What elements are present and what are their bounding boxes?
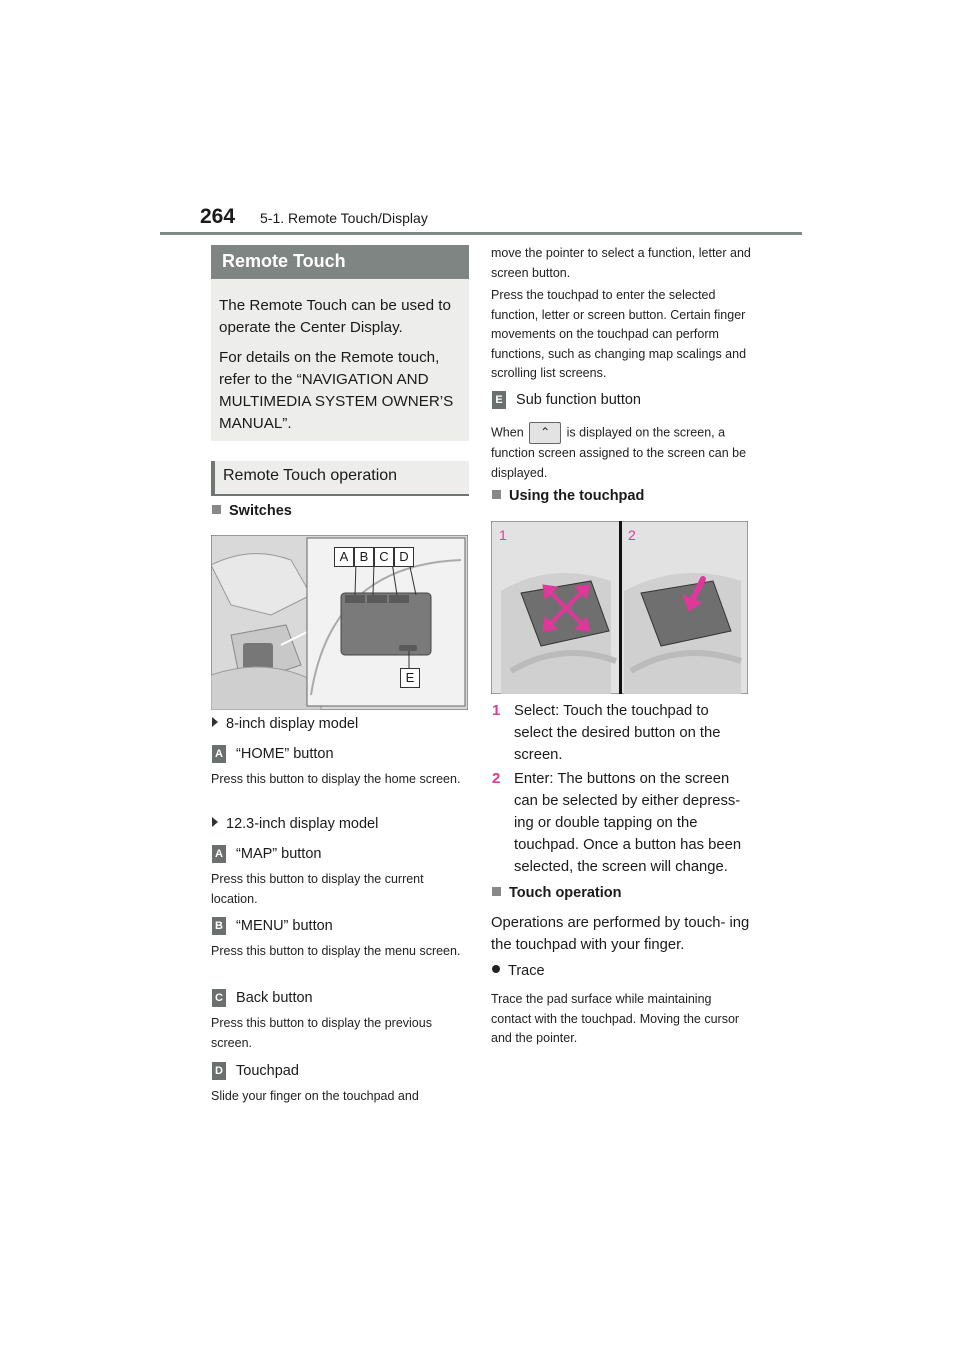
model-8-inch: 8-inch display model [212, 716, 358, 732]
callout-a: A [334, 547, 354, 567]
square-bullet-icon [492, 490, 501, 499]
model-12-inch: 12.3-inch display model [212, 816, 378, 832]
page-number: 264 [200, 205, 236, 228]
triangle-bullet-icon [212, 817, 218, 827]
touchpad-desc: Slide your finger on the touchpad and [211, 1089, 419, 1103]
switches-title: Switches [212, 503, 292, 519]
callout-e: E [400, 668, 420, 688]
figure-number-1: 1 [499, 527, 507, 543]
home-button-desc: Press this button to display the home screen. [211, 772, 461, 786]
heading-remote-touch: Remote Touch [211, 245, 469, 279]
square-bullet-icon [212, 505, 221, 514]
callout-d: D [394, 547, 414, 567]
menu-button-desc: Press this button to display the menu screen. [211, 944, 461, 958]
label-a: A [212, 745, 226, 763]
touchpad-desc-cont: move the pointer to select a function, letter and screen button. [491, 246, 751, 280]
touch-operation-title: Touch operation [492, 885, 622, 901]
label-d: D [212, 1062, 226, 1080]
step-2-number: 2 [492, 770, 501, 787]
label-e: E [492, 391, 506, 409]
touchpad-figure [491, 521, 748, 694]
figure-number-2: 2 [628, 527, 636, 543]
press-desc: Press the touchpad to enter the selected function, letter or screen button. Certain finger movements on the touchpad can perform functions, such as changing map scalings and scrolling list screens. [491, 288, 747, 380]
trace-item: Trace [492, 963, 545, 979]
step-2: 2 Enter: The buttons on the screen can be selected by either depress- ing or double tapping on the touchpad. Once a button has been selected, the screen will change. [492, 770, 742, 875]
double-chevron-up-icon: ⌃ [529, 422, 561, 444]
map-button-item: A “MAP” button [212, 845, 321, 863]
triangle-bullet-icon [212, 717, 218, 727]
back-button-item: C Back button [212, 989, 313, 1007]
subheading-remote-touch-operation: Remote Touch operation [211, 461, 469, 495]
subheading-rule [211, 494, 469, 496]
menu-button-item: B “MENU” button [212, 917, 333, 935]
step-1-number: 1 [492, 702, 501, 719]
touchpad-illustration [491, 521, 748, 694]
back-button-desc: Press this button to display the previous screen. [211, 1016, 432, 1050]
label-b: B [212, 917, 226, 935]
square-bullet-icon [492, 887, 501, 896]
intro-paragraph-1: The Remote Touch can be used to operate the Center Display. [219, 297, 451, 336]
sub-function-desc: When ⌃ is displayed on the screen, a function screen assigned to the screen can be displayed. [491, 422, 751, 483]
label-a: A [212, 845, 226, 863]
intro-box [211, 279, 469, 441]
sub-function-item: E Sub function button [492, 391, 641, 409]
intro-paragraph-2: For details on the Remote touch, refer to the “NAVIGATION AND MULTIMEDIA SYSTEM OWNER’S MANUAL”. [219, 349, 454, 432]
map-button-desc: Press this button to display the current location. [211, 872, 424, 906]
using-touchpad-title: Using the touchpad [492, 488, 644, 504]
callout-b: B [354, 547, 374, 567]
round-bullet-icon [492, 965, 500, 973]
step-1: 1 Select: Touch the touchpad to select the desired button on the screen. [492, 702, 721, 763]
touch-operation-body: Operations are performed by touch- ing the touchpad with your finger. [491, 915, 750, 953]
trace-desc: Trace the pad surface while maintaining contact with the touchpad. Moving the cursor and the pointer. [491, 992, 740, 1045]
label-c: C [212, 989, 226, 1007]
home-button-item: A “HOME” button [212, 745, 334, 763]
figure-callouts [334, 547, 414, 567]
section-title: 5-1. Remote Touch/Display [260, 210, 428, 226]
header-rule [160, 232, 802, 235]
callout-c: C [374, 547, 394, 567]
switches-figure [211, 535, 468, 710]
touchpad-item: D Touchpad [212, 1062, 299, 1080]
